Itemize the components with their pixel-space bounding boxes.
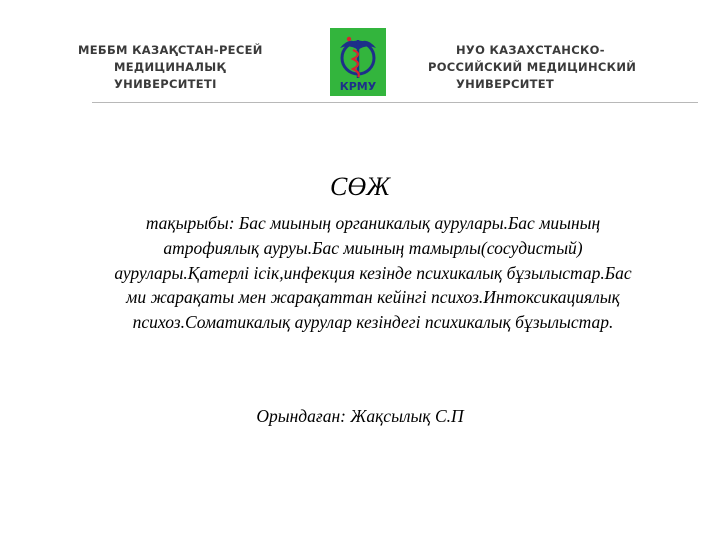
university-name-kazakh-line-2: МЕДИЦИНАЛЫҚ [114,60,226,74]
university-name-russian-line-3: УНИВЕРСИТЕТ [456,77,555,91]
topic-text: тақырыбы: Бас миының органикалық аурулары.Бас миының атрофиялық ауруы.Бас миының тамырлы(сосудистый) аурулары.Қатерлі ісік,инфекция кезінде психикалық бұзылыстар.Бас ми жарақаты мен жарақаттан кейінгі психоз.Интоксикациялық психоз.Соматикалық аурулар кезіндегі психикалық бұзылыстар. [114,213,632,333]
university-name-kazakh [78,42,263,93]
university-name-russian [428,42,636,93]
university-logo [330,28,386,96]
header-divider [92,102,698,103]
document-title: СӨЖ [330,172,390,201]
university-name-kazakh-line-3: УНИВЕРСИТЕТІ [114,77,217,91]
university-name-russian-line-1: НУО КАЗАХСТАНСКО- [456,43,605,57]
university-name-russian-line-2: РОССИЙСКИЙ МЕДИЦИНСКИЙ [428,60,637,74]
logo-star-icon [347,37,351,41]
author-line: Орындаған: Жақсылық С.П [256,406,464,426]
logo-text: КРМУ [339,80,377,93]
university-name-kazakh-line-1: МЕББМ КАЗАҚСТАН-РЕСЕЙ [78,43,263,57]
